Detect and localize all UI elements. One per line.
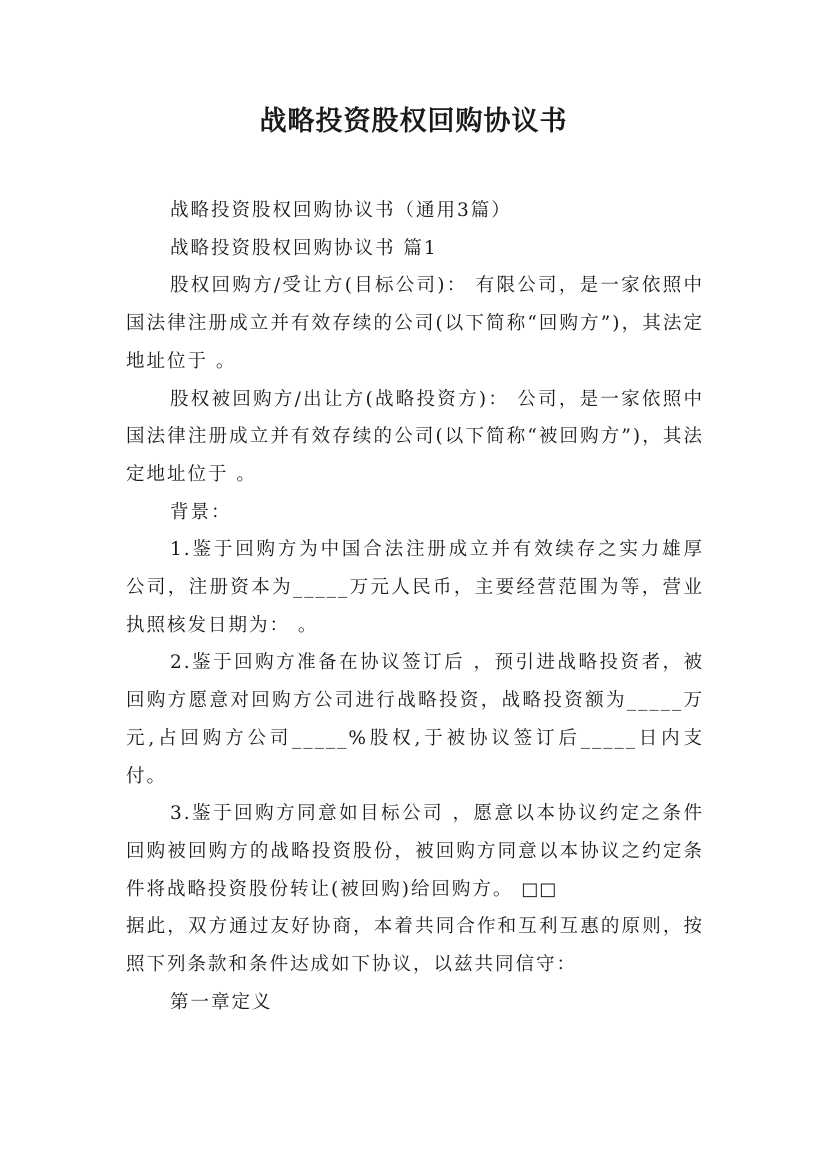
placeholder-boxes: □□ (521, 878, 558, 900)
paragraph-recital-2: 2.鉴于回购方准备在协议签订后 ，预引进战略投资者，被回购方愿意对回购方公司进行战略投资，战略投资额为_____万元,占回购方公司_____%股权,于被协议签订后_____日内支付。 (126, 652, 704, 787)
paragraph-recital-3 (126, 795, 704, 908)
paragraph-repurchased-party: 股权被回购方/出让方(战略投资方)： 公司，是一家依照中国法律注册成立并有效存续的公司(以下简称“被回购方”)，其法定地址位于 。 (126, 388, 704, 485)
paragraph-background-label: 背景： (170, 501, 232, 523)
paragraph-recital-1: 1.鉴于回购方为中国合法注册成立并有效续存之实力雄厚公司，注册资本为_____万元人民币，主要经营范围为等，营业执照核发日期为： 。 (126, 539, 704, 636)
document-body (126, 192, 704, 1021)
paragraph-recital-3-text: 3.鉴于回购方同意如目标公司 ，愿意以本协议约定之条件回购被回购方的战略投资股份，被回购方同意以本协议之约定条件将战略投资股份转让(被回购)给回购方。 (126, 803, 704, 900)
paragraph-agreement-basis: 据此，双方通过友好协商，本着共同合作和互利互惠的原则，按照下列条款和条件达成如下协议，以兹共同信守： (126, 916, 704, 976)
paragraph-repurchaser: 股权回购方/受让方(目标公司)： 有限公司，是一家依照中国法律注册成立并有效存续的公司(以下简称“回购方”)，其法定地址位于 。 (126, 275, 704, 372)
document-title: 战略投资股权回购协议书 (259, 106, 568, 137)
paragraph-chapter-1-definitions: 第一章定义 (170, 991, 273, 1013)
paragraph-chapter-heading: 战略投资股权回购协议书 篇1 (170, 237, 438, 259)
paragraph-collection-heading: 战略投资股权回购协议书（通用3篇） (170, 200, 512, 221)
